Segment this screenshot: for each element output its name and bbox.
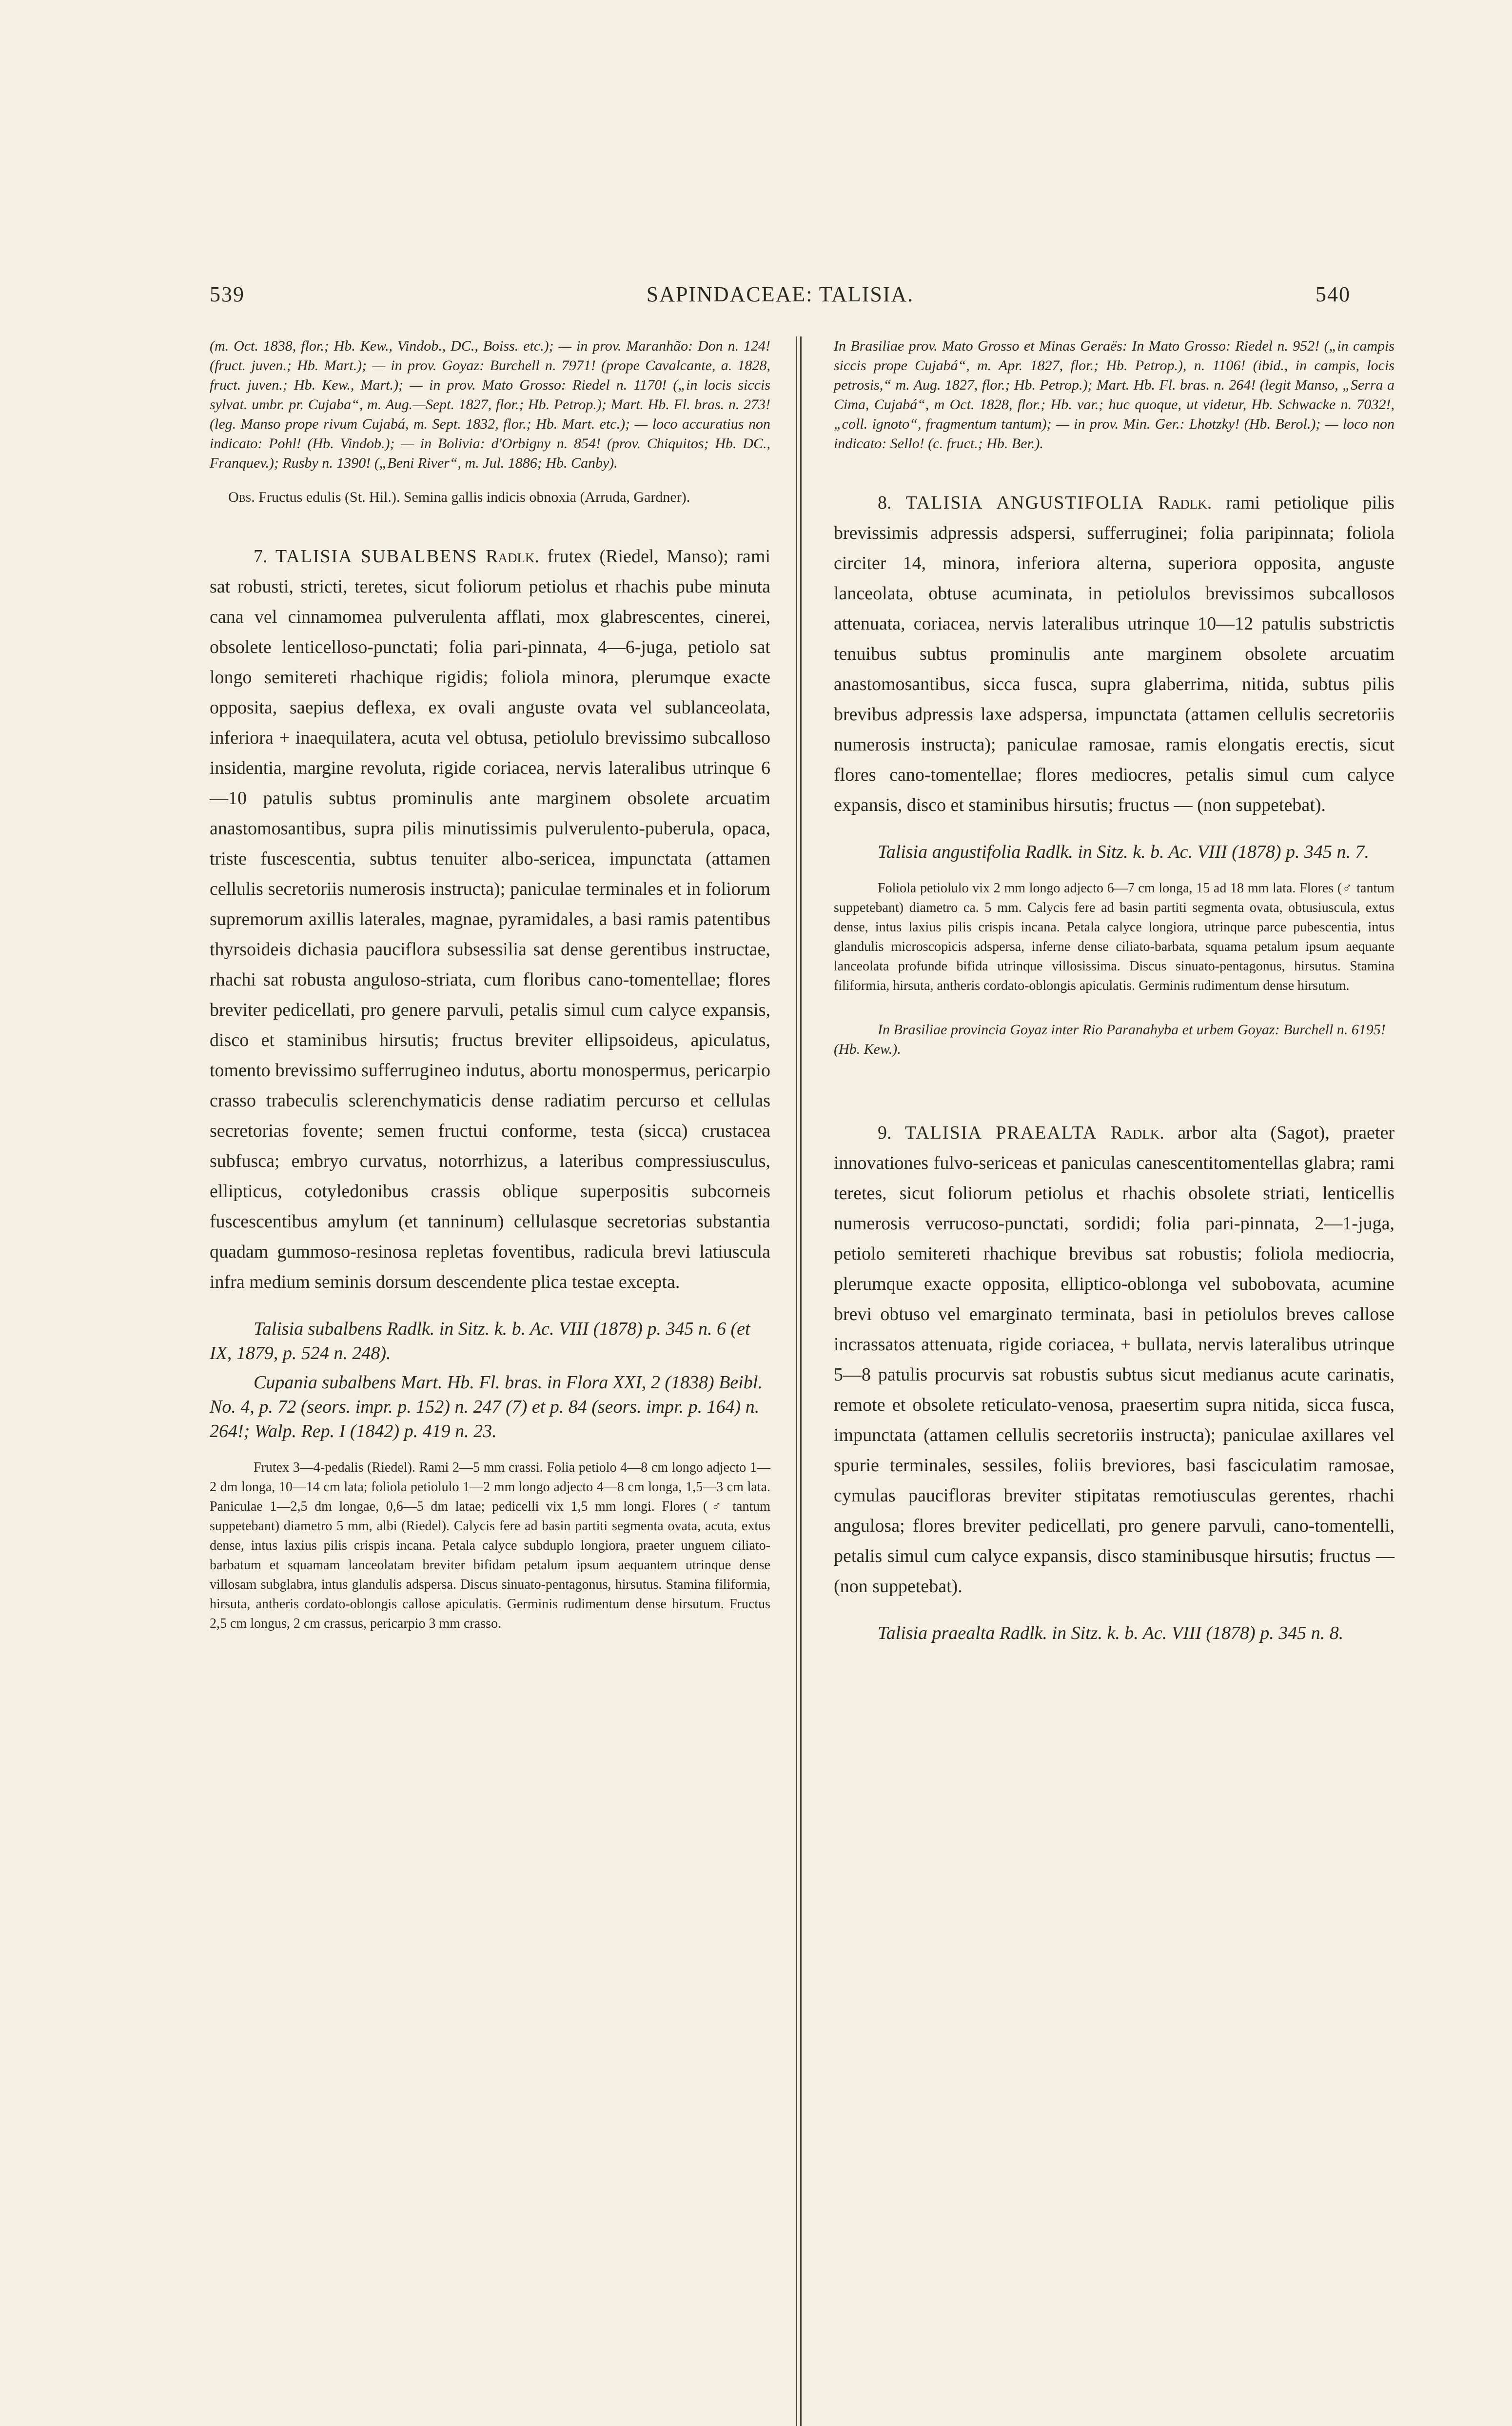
species-number: 7. (254, 546, 268, 567)
obs-text: Fructus edulis (St. Hil.). Semina gallis indicis obnoxia (Arruda, Gardner). (258, 489, 690, 505)
column-divider (796, 336, 802, 2426)
species-diagnosis: arbor alta (Sagot), praeter innovationes fulvo-sericeas et paniculas canescentitomentellas glabra; rami teretes, sicut foliorum petiolus et rhachis obsolete striati, lenticellis numerosis verrucoso-punctati, sordidi; folia pari-pinnata, 2—1-juga, petiolo semitereti rhachique brevibus sat robustis; foliola mediocria, plerumque exacte opposita, elliptico-oblonga vel subobovata, acumine brevi obtuso vel emarginato terminata, basi in petiolulos breves callose incrassatos attenuata, rigide coriacea, + bullata, nervis lateralibus utrinque 5—8 patulis procurvis sat robustis subtus sicut medianus acute carinatis, remote et obsolete reticulato-venosa, praesertim supra nitida, sicca fusca, impunctata (attamen cellulis secretoriis instructa); paniculae axillares vel spurie terminales, sessiles, foliis breviores, basi fasciculatim ramosae, cymulas paucifloras breviter stipitatas remotiusculas gerentes, rhachi angulosa; flores breviter pedicellati, pro genere parvuli, cano-tomentelli, petalis simul cum calyce expansis, disco staminibusque hirsutis; fructus — (non suppetebat). (834, 1123, 1394, 1597)
right-page-number: 540 (1316, 282, 1351, 306)
species-description: Foliola petiolulo vix 2 mm longo adjecto 6—7 cm longa, 15 ad 18 mm lata. Flores (♂ tantum suppetebant) diametro ca. 5 mm. Calycis fere ad basin partiti segmenta ovata, obtusiuscula, extus dense, intus laxius pilis crispis incana. Petala calyce longiora, utrinque parce pubescentia, intus glandulis microscopicis adspersa, inferne dense ciliato-barbata, squama petalum ipsum aequante lanceolata profunde bifida utrinque villosissima. Discus sinuato-pentagonus, hirsutus. Stamina filiformia, hirsuta, antheris cordato-oblongis apiculatis. Germinis rudimentum dense hirsutum. (834, 881, 1394, 993)
continued-distribution: In Brasiliae prov. Mato Grosso et Minas Geraës: In Mato Grosso: Riedel n. 952! („in campis siccis prope Cujabá“, m. Apr. 1827, flor.; Hb. Petrop.), n. 1106! (ibid., in campis, locis petrosis,“ m. Aug. 1827, flor.; Hb. Petrop.); Mart. Hb. Fl. bras. n. 264! (legit Manso, „Serra a Cima, Cujabá“, m Oct. 1828, flor.; Hb. var.; huc quoque, ut videtur, Hb. Schwacke n. 7032!, „coll. ignoto“, fragmentum tantum); — in prov. Min. Ger.: Lhotzky! (Hb. Berol.); — loco non indicato: Sello! (c. fruct.; Hb. Ber.). (834, 338, 1394, 452)
reference-item: Talisia subalbens Radlk. in Sitz. k. b. Ac. VIII (1878) p. 345 n. 6 (et IX, 1879, p. 524 n. 248). (210, 1319, 750, 1363)
species-distribution: In Brasiliae provincia Goyaz inter Rio Paranahyba et urbem Goyaz: Burchell n. 6195! (Hb. Kew.). (834, 1022, 1386, 1057)
synonymy (210, 1317, 770, 1443)
species-name: TALISIA PRAEALTA (905, 1123, 1098, 1143)
obs-label: Obs. (228, 489, 255, 505)
reference-item: Talisia angustifolia Radlk. in Sitz. k. b. Ac. VIII (1878) p. 345 n. 7. (878, 842, 1370, 862)
species-entry-8 (834, 488, 1394, 820)
continued-specimen-list: (m. Oct. 1838, flor.; Hb. Kew., Vindob., DC., Boiss. etc.); — in prov. Maranhão: Don n. 124! (fruct. juven.; Hb. Mart.); — in prov. Goyaz: Burchell n. 7971! (prope Cavalcante, a. 1828, fruct. juven.; Hb. Kew., Mart.); — in prov. Mato Grosso: Riedel n. 1170! („in locis siccis sylvat. umbr. pr. Cujaba“, m. Aug.—Sept. 1827, flor.; Hb. Petrop.); Mart. Hb. Fl. bras. n. 273! (leg. Manso prope rivum Cujabá, m. Sept. 1832, flor.; Hb. Mart. etc.); — loco accuratius non indicato: Pohl! (Hb. Vindob.); — in Bolivia: d'Orbigny n. 854! (prov. Chiquitos; Hb. DC., Franquev.); Rusby n. 1390! („Beni River“, m. Jul. 1886; Hb. Canby). (210, 338, 770, 471)
species-entry-9 (834, 1118, 1394, 1601)
species-author: Radlk. (486, 546, 539, 567)
species-number: 9. (878, 1123, 892, 1143)
running-title: SAPINDACEAE: TALISIA. (646, 282, 914, 306)
species-name: TALISIA SUBALBENS (275, 546, 478, 567)
left-column (210, 336, 770, 1658)
species-description: Frutex 3—4-pedalis (Riedel). Rami 2—5 mm crassi. Folia petiolo 4—8 cm longo adjecto 1—2 dm longa, 10—14 cm lata; foliola petiolulo 1—2 mm longo adjecto 4—8 cm longa, 1,5—3 cm lata. Paniculae 1—2,5 dm longae, 0,6—5 dm latae; pedicelli vix 1,5 mm longi. Flores (♂ tantum suppetebant) diametro 5 mm, albi (Riedel). Calycis fere ad basin partiti segmenta ovata, acuta, extus dense, intus laxius pilis crispis incana. Petala calyce subduplo longiora, praeter unguem ciliato-barbatum et squamam lanceolatam breviter bifidam petalum ipsum aequantem utrinque dense villosam subglabra, intus glandulis adspersa. Discus sinuato-pentagonus, hirsutus. Stamina filiformia, hirsuta, antheris cordato-oblongis callose apiculatis. Germinis rudimentum dense hirsutum. Fructus 2,5 cm longus, 2 cm crassus, pericarpio 3 mm crasso. (210, 1460, 770, 1631)
species-entry-7 (210, 541, 770, 1297)
synonymy (834, 1621, 1394, 1645)
left-page-number: 539 (210, 282, 245, 306)
species-author: Radlk. (1110, 1123, 1164, 1143)
observation (210, 488, 770, 507)
synonymy (834, 840, 1394, 864)
page-header (210, 282, 1351, 316)
reference-item: Cupania subalbens Mart. Hb. Fl. bras. in Flora XXI, 2 (1838) Beibl. No. 4, p. 72 (seors. impr. p. 152) n. 247 (7) et p. 84 (seors. impr. p. 164) n. 264!; Walp. Rep. I (1842) p. 419 n. 23. (210, 1372, 763, 1441)
species-diagnosis: frutex (Riedel, Manso); rami sat robusti, stricti, teretes, sicut foliorum petiolus et rhachis pube minuta cana vel cinnamomea pulverulenta afflati, mox glabrescentes, cinerei, obsolete lenticelloso-punctati; folia pari-pinnata, 4—6-juga, petiolo sat longo semitereti rhachique rigidis; foliola minora, plerumque exacte opposita, saepius deflexa, ex ovali anguste ovata vel sublanceolata, inferiora + inaequilatera, acuta vel obtusa, petiolulo brevissimo subcalloso insidentia, margine revoluta, rigide coriacea, nervis lateralibus utrinque 6—10 patulis subtus prominulis ante marginem obsolete arcuatim anastomosantibus, supra pilis minutissimis pulverulento-puberula, opaca, triste fuscescentia, subtus tenuiter albo-sericea, impunctata (attamen cellulis secretoriis numerosis instructa); paniculae terminales et in foliorum supremorum axillis laterales, magnae, pyramidales, a basi ramis patentibus thyrsoideis dichasia pauciflora subsessilia sat dense gerentibus instructae, rhachi sat robusta anguloso-striata, cum floribus cano-tomentellae; flores breviter pedicellati, pro genere parvuli, petalis simul cum calyce expansis, disco et staminibus hirsutis; fructus breviter ellipsoideus, apiculatus, tomento brevissimo sufferrugineo indutus, abortu monospermus, pericarpio crasso trabeculis sclerenchymaticis dense radiatim percurso et cellulas secretorias fovente; semen fructui conforme, testa (sicca) crustacea subfusca; embryo curvatus, notorrhizus, a lateribus compressiusculus, ellipticus, cotyledonibus crassis oblique superpositis subcorneis fuscescentibus amylum (et tanninum) cellulasque secretorias substantia quadam gummoso-resinosa repletas foventibus, radicula brevi latiuscula infra medium seminis dorsum descendente plica testae exceptа. (210, 546, 770, 1292)
reference-item: Talisia praealta Radlk. in Sitz. k. b. Ac. VIII (1878) p. 345 n. 8. (878, 1623, 1344, 1643)
species-author: Radlk. (1158, 493, 1212, 513)
species-name: TALISIA ANGUSTIFOLIA (905, 493, 1144, 513)
right-column (834, 336, 1394, 1650)
species-number: 8. (878, 493, 892, 513)
species-diagnosis: rami petiolique pilis brevissimis adpressis adspersi, sufferruginei; folia paripinnata; foliola circiter 14, minora, inferiora alterna, superiora opposita, anguste lanceolata, obtuse acuminata, in petiolulos brevissimos subcallosos attenuata, coriacea, nervis lateralibus utrinque 10—12 patulis substrictis tenuibus subtus prominulis ante marginem obsolete arcuatim anastomosantibus, sicca fusca, supra glaberrima, nitida, subtus pilis brevibus adpressis laxe adspersa, impunctata (attamen cellulis secretoriis numerosis instructa); paniculae ramosae, ramis elongatis erectis, sicut flores cano-tomentellae; flores mediocres, petalis simul cum calyce expansis, disco et staminibus hirsutis; fructus — (non suppetebat). (834, 493, 1395, 815)
